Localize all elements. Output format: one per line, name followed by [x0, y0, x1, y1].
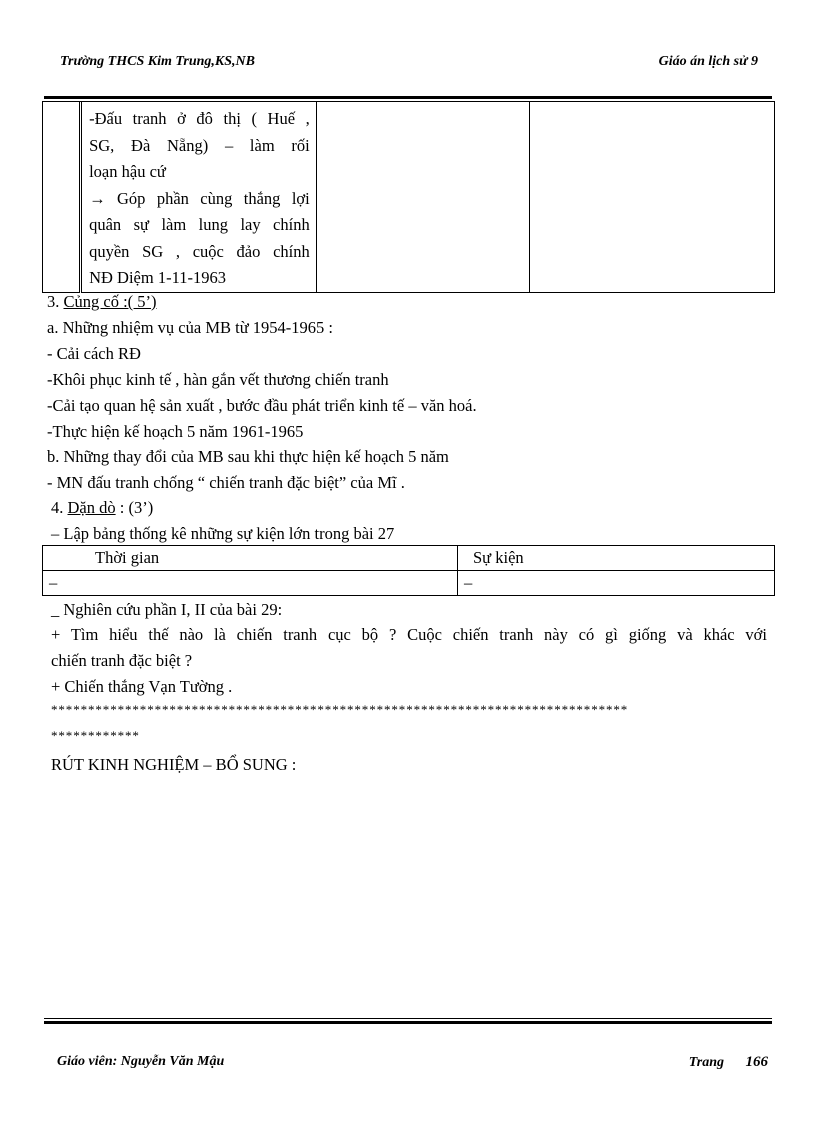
table-cell-empty	[530, 102, 775, 293]
page-number: 166	[745, 1054, 768, 1070]
section4-duration: : (3’)	[119, 498, 154, 517]
page-label: Trang	[688, 1055, 724, 1070]
table-row	[43, 571, 775, 596]
section3-number: 3.	[47, 292, 60, 311]
section4-title: Dặn dò	[67, 498, 116, 517]
section3-a-item: -Thực hiện kế hoạch 5 năm 1961-1965	[47, 422, 304, 441]
header-rule-thick	[44, 96, 772, 99]
section3-title: Củng cố :( 5’)	[63, 292, 157, 311]
event-table	[42, 545, 775, 596]
cell-line: SG, Đà Nẵng) – làm rối	[89, 135, 310, 155]
section3-heading	[47, 292, 157, 312]
cell-line: NĐ Diệm 1-11-1963	[89, 268, 226, 287]
cell-line: quân sự làm lung lay chính	[89, 215, 310, 234]
item-line: + Chiến thắng Vạn Tường .	[51, 677, 233, 696]
school-name: Trường THCS Kim Trung,KS,NB	[60, 54, 255, 69]
section3-b-item: - MN đấu tranh chống “ chiến tranh đặc biệt” của Mĩ .	[47, 473, 405, 492]
footer-rule-thick	[44, 1021, 772, 1024]
section4-task: – Lập bảng thống kê những sự kiện lớn trong bài 27	[51, 524, 395, 543]
research-line: _ Nghiên cứu phần I, II của bài 29:	[51, 600, 283, 619]
table-cell-empty	[43, 102, 81, 293]
table-row	[43, 546, 775, 571]
cell-line: -Đấu tranh ở đô thị ( Huế ,	[89, 109, 310, 128]
question-line: + Tìm hiểu thế nào là chiến tranh cục bộ ? Cuộc chiến tranh này có gì giống và khác với	[51, 625, 767, 644]
section4-number: 4.	[51, 498, 64, 517]
header-time: Thời gian	[43, 546, 458, 571]
feedback-heading: RÚT KINH NGHIỆM – BỔ SUNG :	[51, 755, 297, 774]
section3-a-title: a. Những nhiệm vụ của MB từ 1954-1965 :	[47, 318, 333, 337]
question-line: chiến tranh đặc biệt ?	[51, 651, 193, 670]
table-cell-content	[81, 102, 317, 293]
star-divider: ******************************************************************************	[51, 702, 629, 717]
table-cell-empty	[316, 102, 530, 293]
section3-a-item: -Khôi phục kinh tế , hàn gắn vết thương chiến tranh	[47, 370, 389, 389]
section3-a-item: - Cải cách RĐ	[47, 344, 141, 363]
cell-line: → Góp phần cùng thắng lợi	[89, 188, 310, 208]
footer-rule-thin	[44, 1018, 772, 1019]
lesson-table	[42, 101, 775, 293]
section3-a-item: -Cải tạo quan hệ sản xuất , bước đầu phát triển kinh tế – văn hoá.	[47, 396, 477, 415]
cell-event: –	[458, 571, 775, 596]
section3-b-title: b. Những thay đổi của MB sau khi thực hiện kế hoạch 5 năm	[47, 447, 449, 466]
teacher-name: Giáo viên: Nguyễn Văn Mậu	[57, 1054, 225, 1069]
star-divider: ************	[51, 728, 140, 743]
cell-time: –	[43, 571, 458, 596]
cell-line: quyền SG , cuộc đảo chính	[89, 241, 310, 261]
cell-line: loạn hậu cứ	[89, 162, 166, 181]
section4-heading	[51, 498, 153, 518]
document-title: Giáo án lịch sử 9	[658, 54, 758, 69]
header-event: Sự kiện	[458, 546, 775, 571]
page-footer	[689, 1054, 768, 1071]
